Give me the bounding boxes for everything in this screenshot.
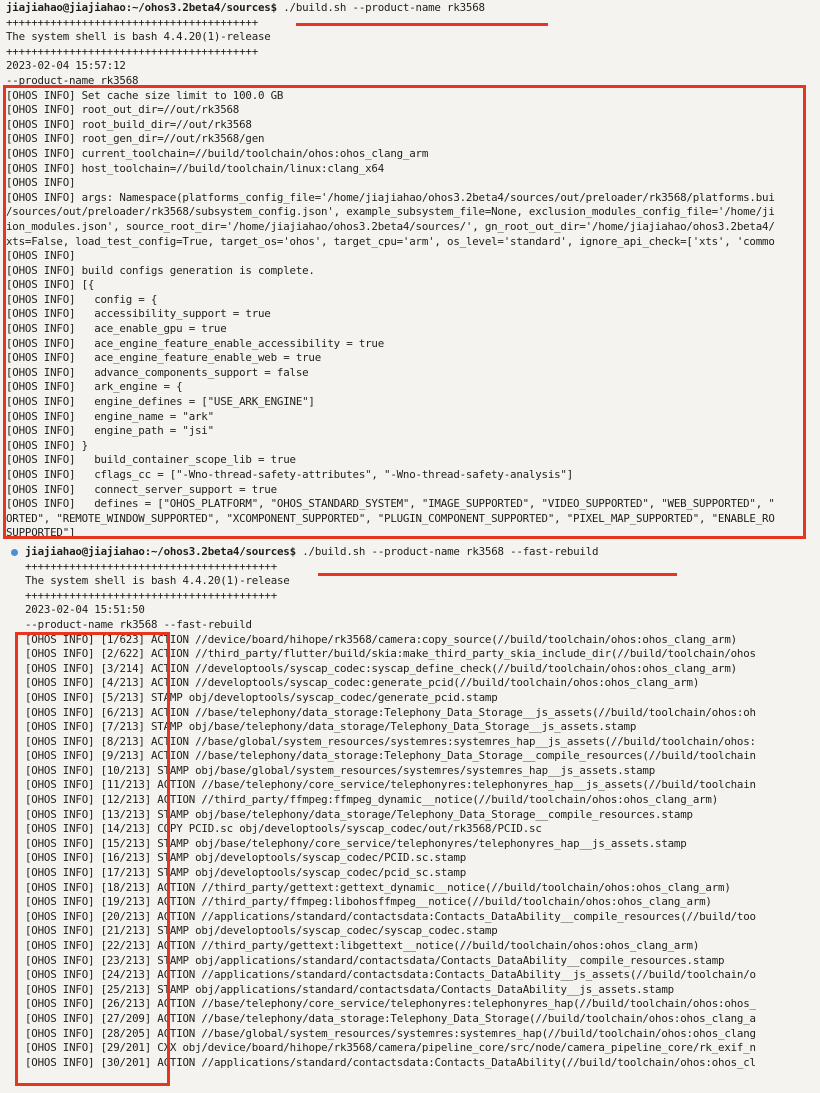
output-line: [OHOS INFO] ark_engine = { — [6, 380, 183, 394]
command-underline-2 — [318, 573, 677, 576]
output-line: [OHOS INFO] [12/213] ACTION //third_party/ffmpeg:ffmpeg_dynamic__notice(//build/toolchain/ohos:ohos_clang_arm) — [25, 793, 719, 807]
output-line: [OHOS INFO] cflags_cc = ["-Wno-thread-safety-attributes", "-Wno-thread-safety-analysis"] — [6, 468, 574, 481]
shell-prompt: jiajiahao@jiajiahao:~/ohos3.2beta4/sources$ — [6, 1, 277, 14]
output-line: [OHOS INFO] [21/213] STAMP obj/developtools/syscap_codec/syscap_codec.stamp — [25, 924, 498, 938]
output-line: [OHOS INFO] [28/205] ACTION //base/global/system_resources/systemres:systemres_hap(//build/toolchain/ohos:ohos_clang — [25, 1026, 756, 1040]
output-line: [OHOS INFO] [13/213] STAMP obj/base/telephony/data_storage/Telephony_Data_Storage__compile_resources.stamp — [25, 807, 693, 821]
session-2-output — [0, 560, 820, 1071]
output-line: ++++++++++++++++++++++++++++++++++++++++ — [25, 559, 278, 573]
output-line: [OHOS INFO] [22/213] ACTION //third_party/gettext:libgettext__notice(//build/toolchain/ohos:ohos_clang_arm) — [25, 939, 700, 952]
output-line: [OHOS INFO] [17/213] STAMP obj/developtools/syscap_codec/pcid_sc.stamp — [25, 866, 467, 880]
output-line: --product-name rk3568 — [6, 73, 139, 87]
output-line: [OHOS INFO] ace_engine_feature_enable_accessibility = true — [6, 336, 385, 350]
output-line: [OHOS INFO] engine_path = "jsi" — [6, 424, 214, 438]
output-line: [OHOS INFO] ace_enable_gpu = true — [6, 322, 227, 336]
command-line-1 — [0, 1, 820, 16]
session-1 — [0, 1, 820, 541]
output-line: [OHOS INFO] [14/213] COPY PCID.sc obj/developtools/syscap_codec/out/rk3568/PCID.sc — [25, 822, 542, 836]
output-line: [OHOS INFO] [11/213] ACTION //base/telephony/core_service/telephonyres:telephonyres_hap__js_assets(//build/toolchain — [25, 778, 756, 792]
output-line: [OHOS INFO] [23/213] STAMP obj/applications/standard/contactsdata/Contacts_DataAbility__compile_resources.stamp — [25, 953, 725, 967]
shell-command: ./build.sh --product-name rk3568 --fast-rebuild — [295, 544, 599, 558]
status-dot-icon — [11, 549, 18, 556]
output-line: [OHOS INFO] root_out_dir=//out/rk3568 — [6, 103, 240, 117]
output-line: [OHOS INFO] [27/209] ACTION //base/telephony/data_storage:Telephony_Data_Storage(//build/toolchain/ohos:ohos_clang_a — [25, 1011, 756, 1025]
session-1-output — [0, 16, 820, 541]
output-line: SUPPORTED"] — [6, 526, 76, 540]
output-line: [OHOS INFO] } — [6, 438, 88, 452]
output-line: [OHOS INFO] Set cache size limit to 100.0 GB — [6, 88, 284, 102]
output-line: [OHOS INFO] [9/213] ACTION //base/telephony/data_storage:Telephony_Data_Storage__compile_resources(//build/toolchain — [25, 749, 756, 763]
output-line: [OHOS INFO] [20/213] ACTION //applications/standard/contactsdata:Contacts_DataAbility__compile_resources(//build/too — [25, 909, 756, 923]
output-line: /sources/out/preloader/rk3568/subsystem_config.json', example_subsystem_file=None, exclusion_modules_config_file='/home/ji — [6, 205, 775, 219]
output-line: [OHOS INFO] [4/213] ACTION //developtools/syscap_codec:generate_pcid(//build/toolchain/ohos:ohos_clang_arm) — [25, 676, 700, 690]
output-line: [OHOS INFO] [1/623] ACTION //device/board/hihope/rk3568/camera:copy_source(//build/toolchain/ohos:ohos_clang_arm) — [25, 632, 737, 646]
output-line: [OHOS INFO] [19/213] ACTION //third_party/ffmpeg:libohosffmpeg__notice(//build/toolchain/ohos:ohos_clang_arm) — [25, 895, 712, 909]
output-line: [OHOS INFO] defines = ["OHOS_PLATFORM", "OHOS_STANDARD_SYSTEM", "IMAGE_SUPPORTED", "VIDEO_SUPPORTED", "WEB_SUPPORTED", " — [6, 497, 775, 511]
output-line: [OHOS INFO] [30/201] ACTION //applications/standard/contactsdata:Contacts_DataAbility(//build/toolchain/ohos:ohos_cl — [25, 1055, 756, 1069]
output-line: [OHOS INFO] [24/213] ACTION //applications/standard/contactsdata:Contacts_DataAbility__js_assets(//build/toolchain/o — [25, 968, 756, 982]
output-line: [OHOS INFO] host_toolchain=//build/toolchain/linux:clang_x64 — [6, 161, 385, 175]
output-line: [OHOS INFO] [8/213] ACTION //base/global/system_resources/systemres:systemres_hap__js_assets(//build/toolchain/ohos: — [25, 734, 756, 748]
output-line: [OHOS INFO] [7/213] STAMP obj/base/telephony/data_storage/Telephony_Data_Storage__js_assets.stamp — [25, 720, 637, 734]
output-line: [OHOS INFO] [26/213] ACTION //base/telephony/core_service/telephonyres:telephonyres_hap(//build/toolchain/ohos:ohos_ — [25, 997, 756, 1011]
output-line: [OHOS INFO] engine_defines = ["USE_ARK_ENGINE"] — [6, 395, 315, 409]
output-line: [OHOS INFO] current_toolchain=//build/toolchain/ohos:ohos_clang_arm — [6, 146, 429, 160]
output-line: [OHOS INFO] ace_engine_feature_enable_web = true — [6, 351, 322, 365]
output-line: ++++++++++++++++++++++++++++++++++++++++ — [6, 44, 259, 58]
output-line: The system shell is bash 4.4.20(1)-release — [6, 30, 271, 44]
output-line: [OHOS INFO] [6/213] ACTION //base/telephony/data_storage:Telephony_Data_Storage__js_assets(//build/toolchain/ohos:oh — [25, 705, 756, 719]
output-line: [OHOS INFO] [18/213] ACTION //third_party/gettext:gettext_dynamic__notice(//build/toolchain/ohos:ohos_clang_arm) — [25, 880, 731, 894]
output-line: [OHOS INFO] accessibility_support = true — [6, 307, 271, 321]
output-line: [OHOS INFO] — [6, 249, 76, 263]
command-underline-1 — [296, 23, 548, 26]
output-line: 2023-02-04 15:51:50 — [25, 603, 145, 617]
output-line: [OHOS INFO] build configs generation is complete. — [6, 263, 315, 277]
output-line: --product-name rk3568 --fast-rebuild — [25, 617, 252, 631]
output-line: [OHOS INFO] engine_name = "ark" — [6, 409, 214, 423]
output-line: 2023-02-04 15:57:12 — [6, 59, 126, 73]
session-2 — [0, 545, 820, 1070]
output-line: [OHOS INFO] connect_server_support = true — [6, 482, 277, 496]
output-line: [OHOS INFO] [{ — [6, 278, 95, 292]
output-line: [OHOS INFO] — [6, 176, 76, 190]
output-line: [OHOS INFO] [29/201] CXX obj/device/board/hihope/rk3568/camera/pipeline_core/src/node/camera_pipeline_core/rk_exif_n — [25, 1041, 756, 1055]
output-line: [OHOS INFO] [25/213] STAMP obj/applications/standard/contactsdata/Contacts_DataAbility__js_assets.stamp — [25, 982, 674, 996]
shell-prompt: jiajiahao@jiajiahao:~/ohos3.2beta4/sources$ — [25, 544, 296, 558]
output-line: [OHOS INFO] root_build_dir=//out/rk3568 — [6, 117, 252, 131]
output-line: [OHOS INFO] [5/213] STAMP obj/developtools/syscap_codec/generate_pcid.stamp — [25, 690, 498, 704]
shell-command: ./build.sh --product-name rk3568 — [276, 1, 485, 14]
output-line: [OHOS INFO] [15/213] STAMP obj/base/telephony/core_service/telephonyres/telephonyres_hap__js_assets.stamp — [25, 836, 687, 850]
output-line: [OHOS INFO] [3/214] ACTION //developtools/syscap_codec:syscap_define_check(//build/toolchain/ohos:ohos_clang_arm) — [25, 661, 737, 675]
output-line: The system shell is bash 4.4.20(1)-release — [25, 574, 290, 588]
output-line: ORTED", "REMOTE_WINDOW_SUPPORTED", "XCOMPONENT_SUPPORTED", "PLUGIN_COMPONENT_SUPPORTED", "PIXEL_MAP_SUPPORTED", "ENABLE_RO — [6, 511, 775, 525]
output-line: [OHOS INFO] config = { — [6, 292, 158, 306]
output-line: [OHOS INFO] [10/213] STAMP obj/base/global/system_resources/systemres/systemres_hap__js_assets.stamp — [25, 763, 656, 777]
output-line: [OHOS INFO] root_gen_dir=//out/rk3568/gen — [6, 132, 265, 146]
output-line: [OHOS INFO] [2/622] ACTION //third_party/flutter/build/skia:make_third_party_skia_include_dir(//build/toolchain/ohos — [25, 647, 756, 661]
output-line: [OHOS INFO] [16/213] STAMP obj/developtools/syscap_codec/PCID.sc.stamp — [25, 851, 467, 865]
output-line: [OHOS INFO] advance_components_support = false — [6, 365, 309, 379]
output-line: ++++++++++++++++++++++++++++++++++++++++ — [25, 588, 278, 602]
output-line: [OHOS INFO] build_container_scope_lib = true — [6, 453, 296, 467]
output-line: [OHOS INFO] args: Namespace(platforms_config_file='/home/jiajiahao/ohos3.2beta4/sources/out/preloader/rk3568/platforms.bui — [6, 190, 775, 204]
output-line: xts=False, load_test_config=True, target_os='ohos', target_cpu='arm', os_level='standard', ignore_api_check=['xts', 'commo — [6, 234, 775, 248]
output-line: ++++++++++++++++++++++++++++++++++++++++ — [6, 15, 259, 29]
output-line: ion_modules.json', source_root_dir='/home/jiajiahao/ohos3.2beta4/sources/', gn_root_out_dir='/home/jiajiahao/ohos3.2beta4/ — [6, 219, 775, 233]
command-line-2 — [0, 545, 820, 560]
